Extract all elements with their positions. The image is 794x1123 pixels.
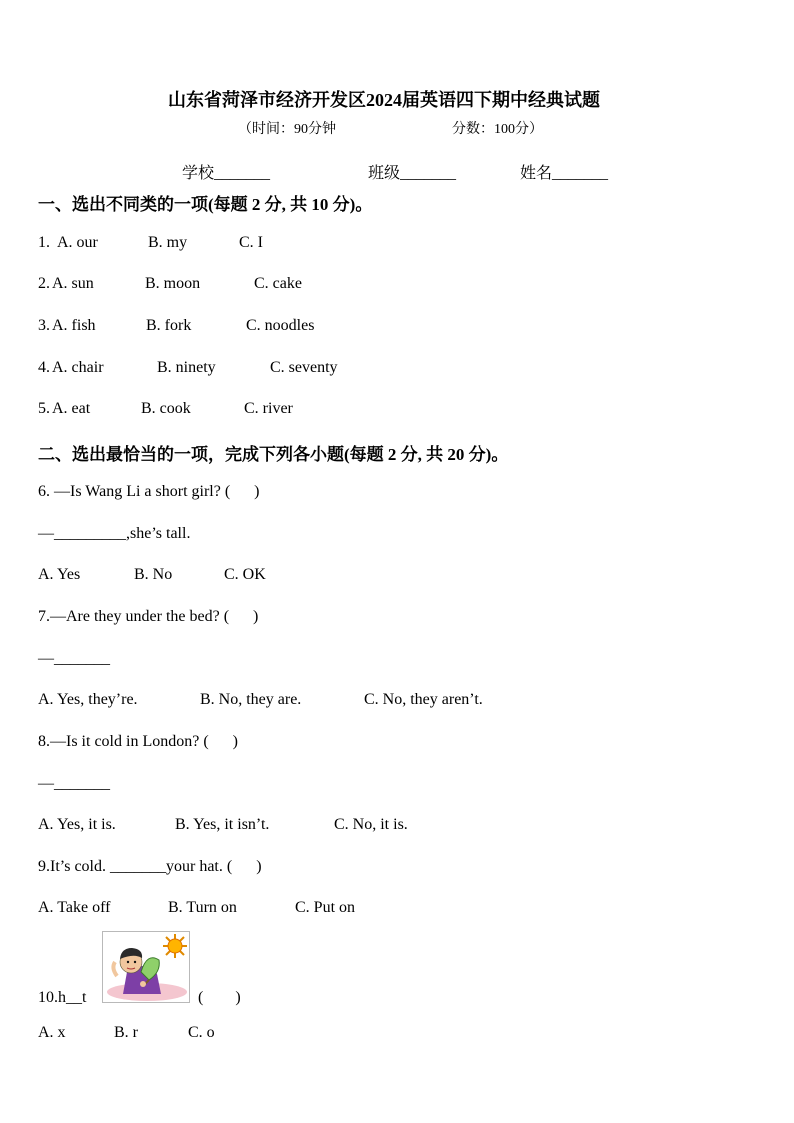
- question-number: 1.: [38, 234, 54, 251]
- answer-line: —_______: [38, 775, 110, 792]
- option-b: B. ninety: [157, 359, 216, 376]
- option-b: B. moon: [145, 275, 201, 292]
- school-field: 学校_______: [182, 165, 271, 182]
- option-a: A. sun: [52, 275, 94, 292]
- option-c: C. cake: [254, 275, 302, 292]
- option-a: A. our: [57, 234, 98, 251]
- answer-line: —_______: [38, 650, 110, 667]
- option-c: C. noodles: [246, 317, 315, 334]
- option-a: A. fish: [52, 317, 96, 334]
- option-c: C. seventy: [270, 359, 338, 376]
- option-c: C. Put on: [295, 899, 356, 916]
- option-b: B. No, they are.: [200, 691, 302, 708]
- option-a: A. chair: [52, 359, 104, 376]
- question-stem: 8.—Is it cold in London? ( ): [38, 733, 238, 750]
- option-c: C. OK: [224, 566, 266, 583]
- class-field: 班级_______: [368, 165, 457, 182]
- question-number: 5.: [38, 400, 50, 417]
- option-a: A. eat: [52, 400, 91, 417]
- option-b: B. cook: [141, 400, 191, 417]
- question-number: 2.: [38, 275, 50, 292]
- exam-time: （时间：90分钟: [238, 122, 336, 137]
- option-a: A. Yes: [38, 566, 81, 583]
- option-c: C. No, it is.: [334, 816, 408, 833]
- question-stem: 6. —Is Wang Li a short girl? ( ): [38, 483, 260, 500]
- exam-title: 山东省菏泽市经济开发区2024届英语四下期中经典试题: [168, 90, 600, 110]
- option-a: A. Yes, it is.: [38, 816, 116, 833]
- boy-fanning-under-sun-icon: [102, 931, 190, 1003]
- option-c: C. I: [239, 234, 263, 251]
- option-c: C. river: [244, 400, 293, 417]
- option-b: B. my: [148, 234, 188, 251]
- option-c: C. o: [188, 1024, 215, 1041]
- option-b: B. fork: [146, 317, 192, 334]
- option-b: B. No: [134, 566, 173, 583]
- section1-heading: 一、选出不同类的一项(每题 2 分, 共 10 分)。: [38, 195, 373, 214]
- exam-score: 分数：100分）: [452, 122, 543, 137]
- question-number: 4.: [38, 359, 50, 376]
- option-a: A. Take off: [38, 899, 111, 916]
- section2-heading: 二、选出最恰当的一项，完成下列各小题(每题 2 分, 共 20 分)。: [38, 445, 509, 464]
- question-number: 3.: [38, 317, 50, 334]
- answer-paren: ( ): [198, 989, 241, 1006]
- option-b: B. r: [114, 1024, 138, 1041]
- option-a: A. x: [38, 1024, 66, 1041]
- question-stem: 9.It’s cold. _______your hat. ( ): [38, 858, 262, 875]
- question-stem: 7.—Are they under the bed? ( ): [38, 608, 259, 625]
- name-field: 姓名_______: [520, 165, 609, 182]
- option-b: B. Turn on: [168, 899, 237, 916]
- question-stem: 10.h__t: [38, 989, 87, 1006]
- option-a: A. Yes, they’re.: [38, 691, 138, 708]
- option-b: B. Yes, it isn’t.: [175, 816, 270, 833]
- answer-line: —_________,she’s tall.: [38, 525, 191, 542]
- option-c: C. No, they aren’t.: [364, 691, 483, 708]
